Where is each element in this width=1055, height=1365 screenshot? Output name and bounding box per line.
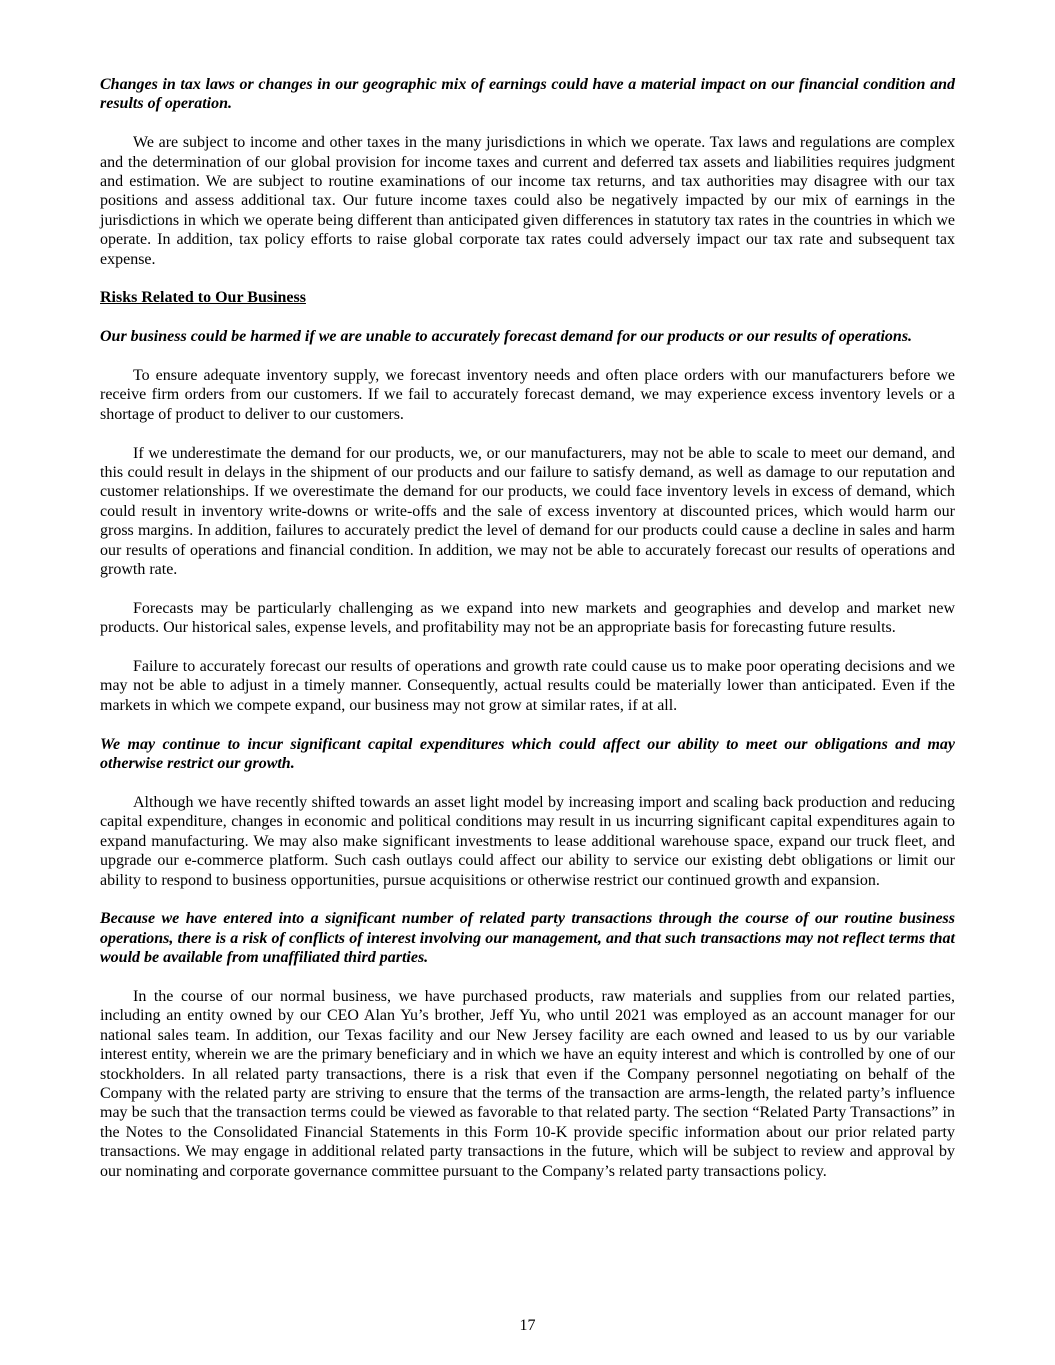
related-party-risk-heading: Because we have entered into a significant number of related party transactions through the course of our routine business operations, there is a risk of conflicts of interest involving our management, and that such transactions may not reflect terms that would be available from unaffiliated third parties. xyxy=(100,910,955,967)
forecast-paragraph-4: Failure to accurately forecast our results of operations and growth rate could cause us to make poor operating decisions and we may not be able to adjust in a timely manner. Consequently, actual results could be materially lower than anticipated. Even if the markets in which we compete expand, our business may not grow at similar rates, if at all. xyxy=(100,658,955,714)
capex-risk-heading: We may continue to incur significant capital expenditures which could affect our ability to meet our obligations and may otherwise restrict our growth. xyxy=(100,735,955,773)
related-party-paragraph: In the course of our normal business, we have purchased products, raw materials and supplies from our related parties, including an entity owned by our CEO Alan Yu’s brother, Jeff Yu, who until 2021 was employed as an account manager for our national sales team. In addition, our Texas facility and our New Jersey facility are each owned and leased to us by our variable interest entity, wherein we are the primary beneficiary and in which we have an equity interest and which is controlled by one of our stockholders. In all related party transactions, there is a risk that even if the Company personnel negotiating on behalf of the Company with the related party are striving to ensure that the terms of the transaction are arms-length, the related party’s influence may be such that the transaction terms could be viewed as favorable to that related party. The section “Related Party Transactions” in the Notes to the Consolidated Financial Statements in this Form 10-K provide specific information about our prior related party transactions. We may engage in additional related party transactions in the future, which will be subject to review and approval by our nominating and corporate governance committee pursuant to the Company’s related party transactions policy. xyxy=(100,987,955,1180)
forecast-risk-heading: Our business could be harmed if we are unable to accurately forecast demand for our products or our results of operations. xyxy=(100,328,913,346)
tax-risk-heading: Changes in tax laws or changes in our geographic mix of earnings could have a material impact on our financial condition and results of operation. xyxy=(100,76,955,113)
forecast-paragraph-3: Forecasts may be particularly challenging as we expand into new markets and geographies and develop and market new products. Our historical sales, expense levels, and profitability may not be an appropriate basis for forecasting future results. xyxy=(100,599,955,637)
page-number: 17 xyxy=(519,1317,536,1334)
tax-risk-paragraph: We are subject to income and other taxes in the many jurisdictions in which we operate. Tax laws and regulations are complex and the determination of our global provision for income taxes and current and deferred tax assets and liabilities requires judgment and estimation. We are subject to routine examinations of our income tax returns, and tax authorities may disagree with our tax positions and assess additional tax. Our future income taxes could also be negatively impacted by our mix of earnings in the jurisdictions in which we operate being different than anticipated given differences in statutory tax rates in the countries in which we operate. In addition, tax policy efforts to raise global corporate tax rates could adversely impact our tax rate and subsequent tax expense. xyxy=(100,134,955,268)
forecast-paragraph-1: To ensure adequate inventory supply, we forecast inventory needs and often place orders with our manufacturers before we receive firm orders from our customers. If we fail to accurately forecast demand, we may experience excess inventory levels or a shortage of product to deliver to our customers. xyxy=(100,367,955,423)
forecast-paragraph-2: If we underestimate the demand for our products, we, or our manufacturers, may not be able to scale to meet our demand, and this could result in delays in the shipment of our products and our failure to satisfy demand, as well as damage to our reputation and customer relationships. If we overestimate the demand for our products, we could face inventory levels in excess of demand, which could result in inventory write-downs or write-offs and the sale of excess inventory at discounted prices, which would harm our gross margins. In addition, failures to accurately predict the level of demand for our products could cause a decline in sales and harm our results of operations and financial condition. In addition, we may not be able to accurately forecast our results of operations and growth rate. xyxy=(100,444,955,579)
business-risks-section-heading: Risks Related to Our Business xyxy=(100,289,306,307)
capex-paragraph: Although we have recently shifted towards an asset light model by increasing import and scaling back production and reducing capital expenditure, changes in economic and political conditions may result in us incurring significant capital expenditures again to expand manufacturing. We may also make significant investments to lease additional warehouse space, expand our truck fleet, and upgrade our e-commerce platform. Such cash outlays could affect our ability to service our existing debt obligations or limit our ability to respond to business opportunities, pursue acquisitions or otherwise restrict our continued growth and expansion. xyxy=(100,793,955,889)
